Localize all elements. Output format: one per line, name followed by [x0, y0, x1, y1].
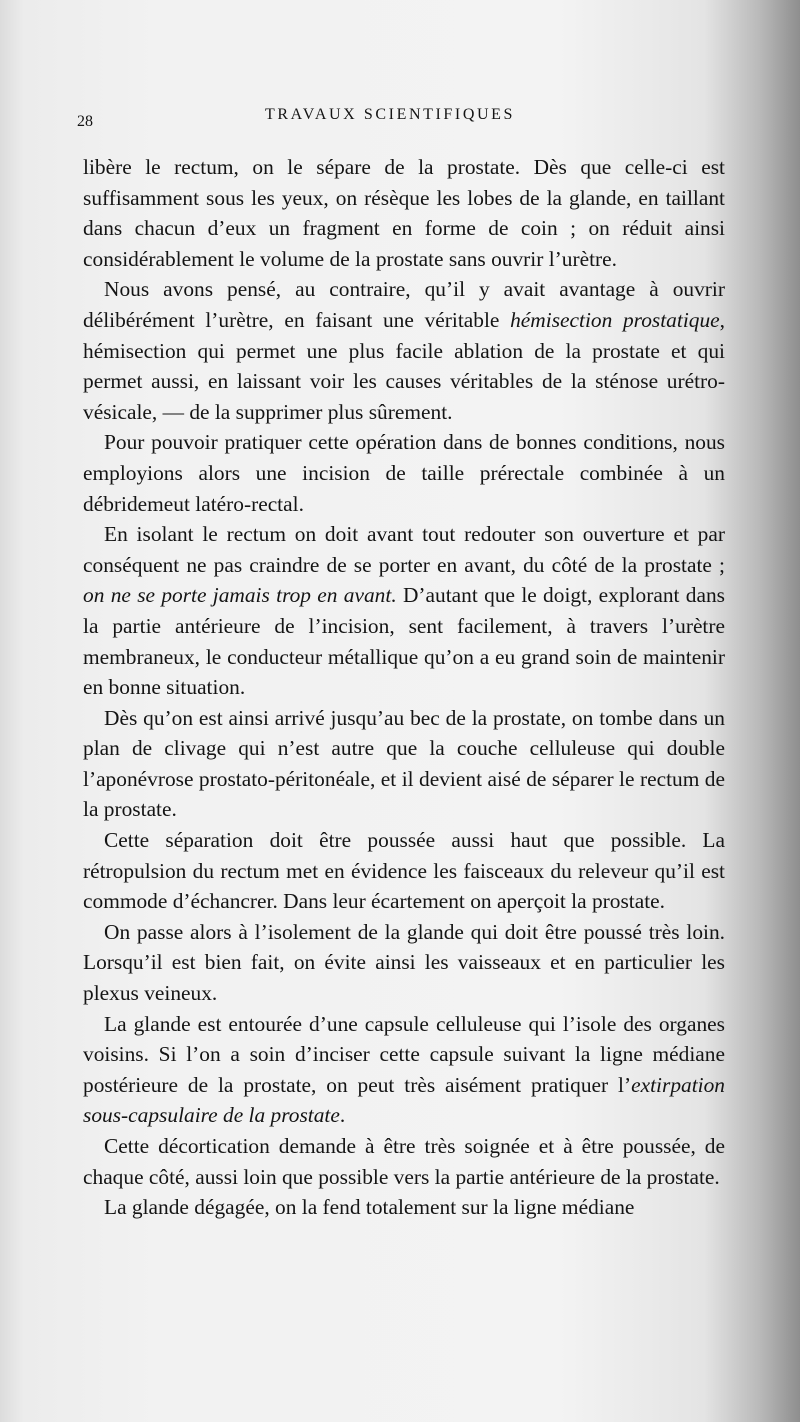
paragraph-4: [83, 519, 725, 703]
paragraph-8: [83, 1009, 725, 1131]
paragraph-3-text: Pour pouvoir pratiquer cette opération dans de bonnes conditions, nous employions alors une incision de taille prérectale combinée à un débridemeut latéro-rectal.: [83, 430, 725, 516]
paragraph-2-text-after: , hémisection qui permet une plus facile ablation de la prostate et qui permet aussi, en laissant voir les causes véritables de la sténose urétro-vésicale, — de la supprimer plus sûrement.: [83, 307, 725, 424]
page-content: [77, 104, 725, 1223]
running-title: TRAVAUX SCIENTIFIQUES: [265, 106, 516, 123]
paragraph-4-italic-phrase: on ne se porte jamais trop en avant.: [83, 583, 397, 608]
paragraph-5-text: Dès qu’on est ainsi arrivé jusqu’au bec de la prostate, on tombe dans un plan de clivage qui n’est autre que la couche celluleuse qui double l’aponévrose prostato-péritonéale, et il devient aisé de séparer le rectum de la prostate.: [83, 705, 725, 822]
paragraph-10-text: La glande dégagée, on la fend totalement sur la ligne médiane: [104, 1195, 635, 1220]
paragraph-8-text-before: La glande est entourée d’une capsule celluleuse qui l’isole des organes voisins. Si l’on a soin d’inciser cette capsule suivant la ligne médiane postérieure de la prostate, on peut très aisément pratiquer l’: [83, 1011, 725, 1097]
paragraph-4-text-after: D’autant que le doigt, explorant dans la partie antérieure de l’incision, sent facilement, à travers l’urètre membraneux, le conducteur métallique qu’on a eu grand soin de maintenir en bonne situation.: [83, 583, 725, 700]
paragraph-3: [83, 427, 725, 519]
page-number: 28: [77, 113, 93, 130]
paragraph-1: [83, 152, 725, 274]
paragraph-6: [83, 825, 725, 917]
paragraph-9: [83, 1131, 725, 1192]
paragraph-2-text-before: Nous avons pensé, au contraire, qu’il y avait avantage à ouvrir délibérément l’urètre, en faisant une véritable: [83, 277, 725, 332]
paragraph-7: [83, 917, 725, 1009]
paragraph-1-text: libère le rectum, on le sépare de la prostate. Dès que celle-ci est suffisamment sous les yeux, on résèque les lobes de la glande, en taillant dans chacun d’eux un fragment en forme de coin ; on réduit ainsi considérablement le volume de la prostate sans ouvrir l’urètre.: [83, 155, 725, 271]
paragraph-9-text: Cette décortication demande à être très soignée et à être poussée, de chaque côté, aussi loin que possible vers la partie antérieure de la prostate.: [83, 1134, 725, 1189]
paragraph-8-italic-term: extirpation sous-capsulaire de la prostate: [83, 1072, 725, 1128]
body-text: [83, 152, 725, 1223]
page-header: [77, 104, 725, 152]
paragraph-2: [83, 274, 725, 427]
paragraph-8-text-after: .: [339, 1103, 346, 1128]
paragraph-6-text: Cette séparation doit être poussée aussi haut que possible. La rétropulsion du rectum met en évidence les faisceaux du releveur qu’il est commode d’échancrer. Dans leur écartement on aperçoit la prostate.: [83, 828, 725, 914]
paragraph-7-text: On passe alors à l’isolement de la glande qui doit être poussé très loin. Lorsqu’il est bien fait, on évite ainsi les vaisseaux et en particulier les plexus veineux.: [83, 919, 725, 1006]
paragraph-10: [83, 1192, 725, 1223]
paragraph-5: [83, 703, 725, 825]
paragraph-4-text-before: En isolant le rectum on doit avant tout redouter son ouverture et par conséquent ne pas craindre de se porter en avant, du côté de la prostate ;: [83, 522, 725, 577]
paragraph-2-italic-term: hémisection prostatique: [510, 307, 720, 332]
